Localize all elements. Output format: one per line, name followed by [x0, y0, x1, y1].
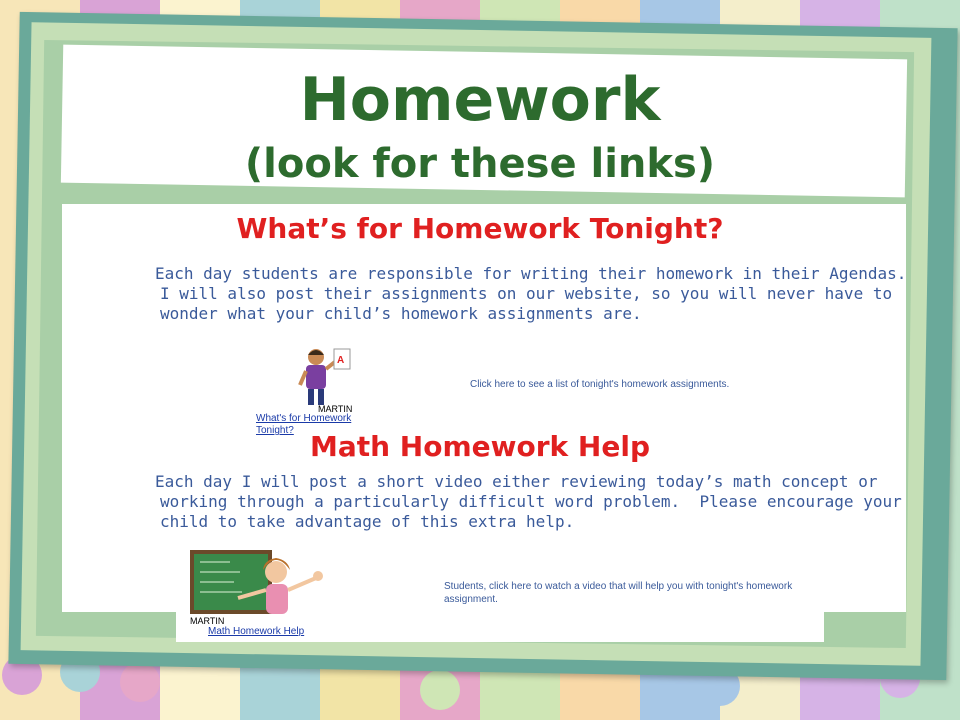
homework-tonight-paragraph	[155, 264, 906, 324]
svg-text:A: A	[337, 355, 345, 366]
math-help-image[interactable]	[190, 548, 340, 640]
section-heading-homework-tonight: What’s for Homework Tonight?	[236, 212, 724, 245]
image-name-label: MARTIN	[190, 616, 225, 626]
math-help-paragraph	[155, 472, 902, 532]
paragraph-line: I will also post their assignments on our website, so you will never have to	[160, 284, 893, 303]
homework-tonight-link[interactable]: What's for Homework Tonight?	[256, 413, 352, 436]
decorative-dot	[420, 670, 460, 710]
martin-student-image[interactable]	[250, 345, 390, 436]
math-video-link[interactable]	[444, 580, 792, 606]
paragraph-line: Each day students are responsible for writing their homework in their Agendas.	[155, 264, 907, 283]
homework-list-link[interactable]: Click here to see a list of tonight's homework assignments.	[470, 379, 730, 390]
paragraph-line: child to take advantage of this extra help.	[160, 512, 575, 531]
teacher-chalkboard-icon	[190, 548, 340, 616]
decorative-dot	[120, 662, 160, 702]
link-line: assignment.	[444, 594, 498, 605]
link-line: Students, click here to watch a video that will help you with tonight's homework	[444, 581, 793, 592]
slide-subtitle: (look for these links)	[244, 141, 716, 187]
section-heading-math-help: Math Homework Help	[309, 430, 650, 463]
paragraph-line: working through a particularly difficult word problem. Please encourage your	[160, 492, 902, 511]
image-name-label: MARTIN	[318, 404, 353, 414]
math-help-link[interactable]: Math Homework Help	[208, 626, 305, 637]
paragraph-line: wonder what your child’s homework assignments are.	[160, 304, 642, 323]
slide-title: Homework	[299, 65, 661, 135]
paragraph-line: Each day I will post a short video either reviewing today’s math concept or	[155, 472, 878, 491]
student-icon	[250, 345, 390, 407]
